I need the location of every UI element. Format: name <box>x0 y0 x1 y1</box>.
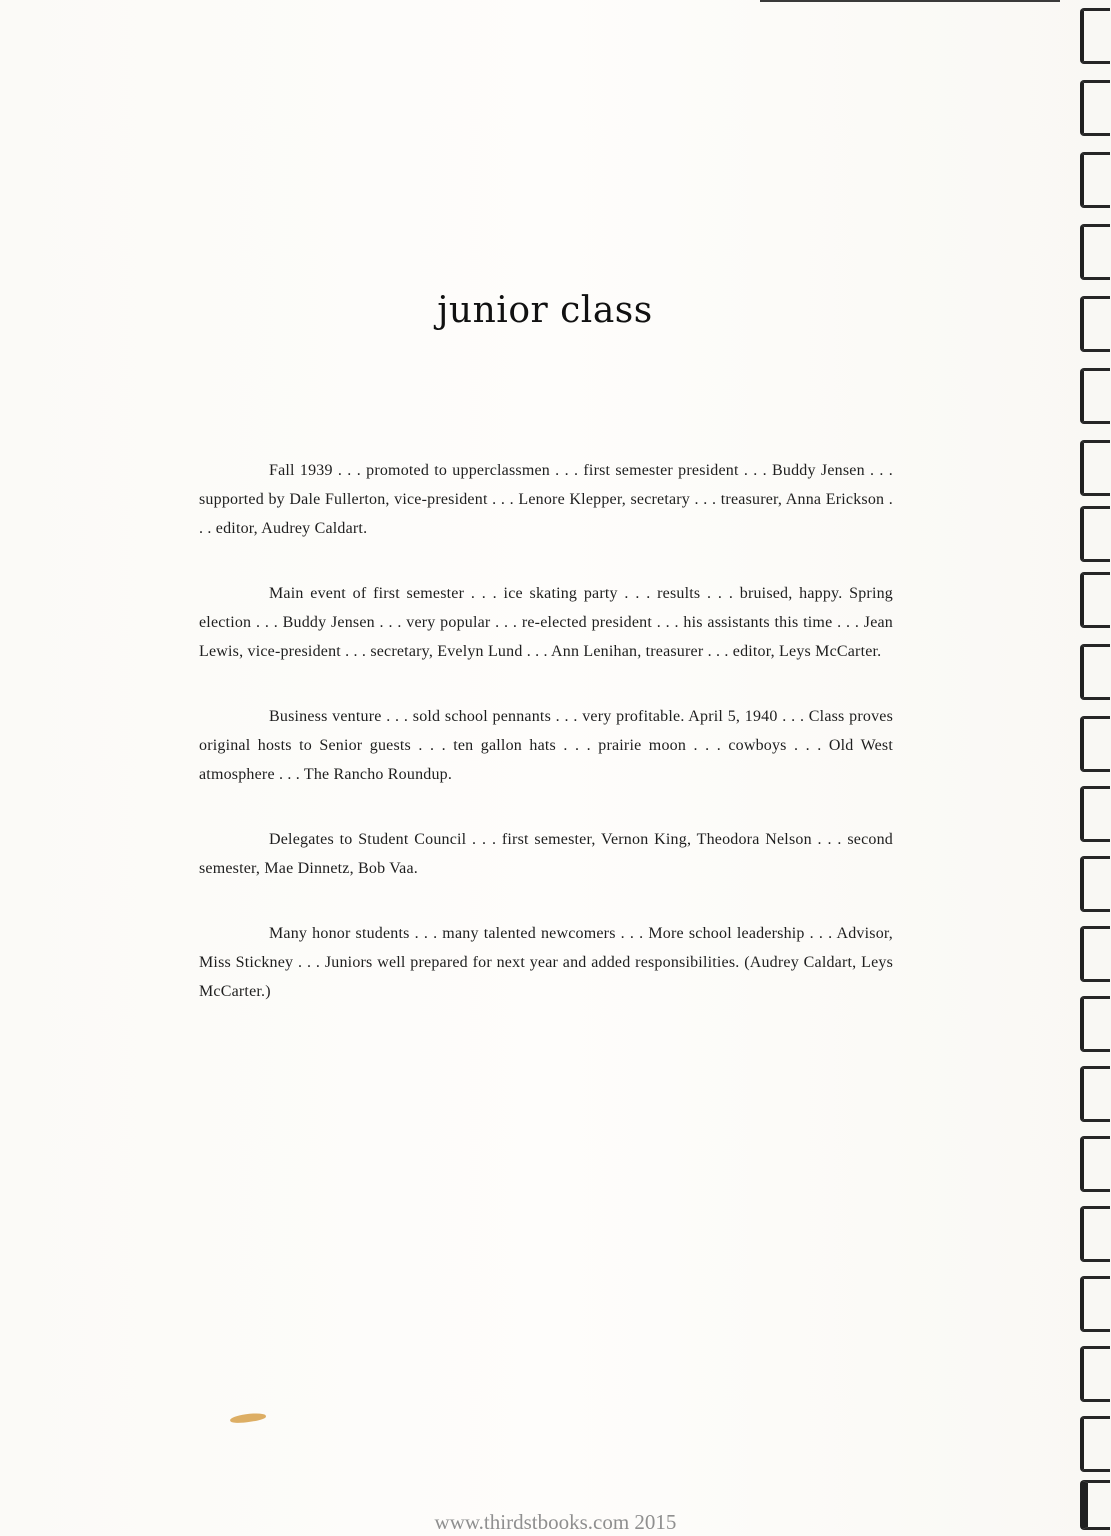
article-body <box>199 456 893 1042</box>
binding-ring <box>1080 80 1110 136</box>
paragraph-4: Delegates to Student Council . . . first semester, Vernon King, Theodora Nelson . . . second semester, Mae Dinnetz, Bob Vaa. <box>199 831 893 877</box>
binding-ring <box>1080 152 1110 208</box>
binding-ring <box>1080 996 1110 1052</box>
binding-ring <box>1080 1276 1110 1332</box>
page-title: junior class <box>437 290 653 331</box>
binding-ring <box>1080 296 1110 352</box>
paper-stain <box>230 1412 267 1425</box>
binding-ring <box>1080 1416 1110 1472</box>
binding-ring <box>1080 368 1110 424</box>
binding-ring <box>1080 572 1110 628</box>
paragraph-5: Many honor students . . . many talented newcomers . . . More school leadership . . . Advisor, Miss Stickney . . . Juniors well prepared for next year and added responsibilities. (Audrey Caldart, Leys McCarter.) <box>199 925 893 1000</box>
paragraph-3: Business venture . . . sold school pennants . . . very profitable. April 5, 1940 . . . Class proves original hosts to Senior guests . . . ten gallon hats . . . prairie moon . . . cowboys . . . Old West atmosphere . . . The Rancho Roundup. <box>199 708 893 783</box>
watermark-text: www.thirdstbooks.com 2015 <box>434 1510 677 1534</box>
binding-ring <box>1080 926 1110 982</box>
page-top-edge <box>760 0 1060 2</box>
paragraph-1: Fall 1939 . . . promoted to upperclassmen . . . first semester president . . . Buddy Jensen . . . supported by Dale Fullerton, vice-president . . . Lenore Klepper, secretary . . . treasurer, Anna Erickson . . . editor, Audrey Caldart. <box>199 462 893 537</box>
binding-ring <box>1080 716 1110 772</box>
binding-ring <box>1080 786 1110 842</box>
paragraph-2: Main event of first semester . . . ice skating party . . . results . . . bruised, happy. Spring election . . . Buddy Jensen . . . very popular . . . re-elected president . . . his assistants this time . . . Jean Lewis, vice-president . . . secretary, Evelyn Lund . . . Ann Lenihan, treasurer . . . editor, Leys McCarter. <box>199 585 893 660</box>
binding-ring <box>1080 8 1110 64</box>
binding-ring <box>1080 1346 1110 1402</box>
binding-ring <box>1080 224 1110 280</box>
binding-ring <box>1080 856 1110 912</box>
binding-ring <box>1080 644 1110 700</box>
binding-ring <box>1080 1206 1110 1262</box>
binding-ring <box>1080 440 1110 496</box>
binding-ring <box>1080 1136 1110 1192</box>
binding-ring <box>1080 506 1110 562</box>
binding-ring <box>1080 1066 1110 1122</box>
spiral-binding <box>1074 0 1111 1536</box>
